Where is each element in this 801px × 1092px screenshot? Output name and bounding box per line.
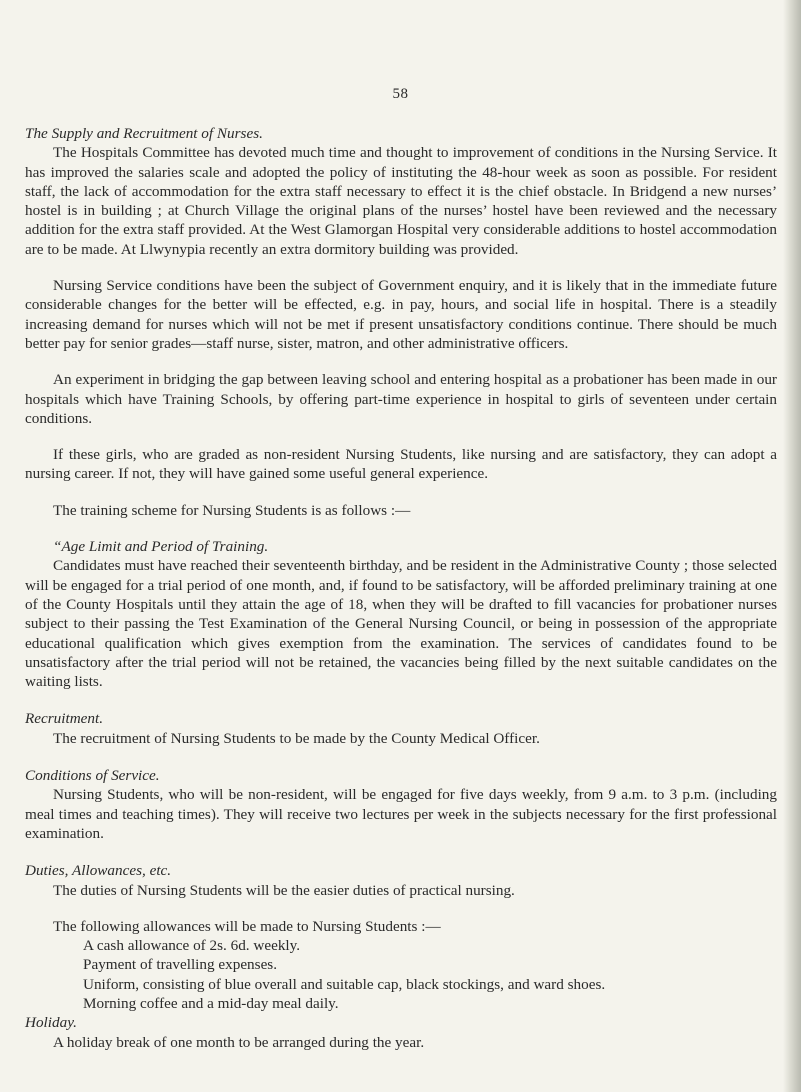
document-body [25,124,777,1052]
section-heading-recruitment: Recruitment. [25,710,104,728]
allowance-item: A cash allowance of 2s. 6d. weekly. [83,937,301,955]
section-heading-holiday: Holiday. [25,1014,77,1032]
paragraph-1: The Hospitals Committee has devoted much time and thought to improvement of conditions in the Nursing Service. It has improved the salaries scale and adopted the policy of instituting the 48-hour week as soon as possible. For resident staff, the lack of accommodation for the extra staff necessary to effect it is the chief obstacle. In Bridgend a new nurses’ hostel is in building ; at Church Village the original plans of the nurses’ hostel have been reviewed and the necessary addition for the extra staff provided. At the West Glamorgan Hospital very considerable additions to hostel accommodation are to be made. At Llwynypia recently an extra dormitory building was provided. [25,144,777,258]
allowance-item: Morning coffee and a mid-day meal daily. [83,994,339,1012]
allowances-list [83,936,777,1013]
allowances-intro: The following allowances will be made to Nursing Students :— [53,917,441,935]
page-number: 58 [392,86,409,102]
paragraph-3: An experiment in bridging the gap between leaving school and entering hospital as a probationer has been made in our hospitals which have Training Schools, by offering part-time experience in hospital to girls of seventeen under certain conditions. [25,371,777,427]
allowance-item: Uniform, consisting of blue overall and suitable cap, black stockings, and ward shoes. [83,975,606,993]
section-text-recruitment: The recruitment of Nursing Students to be made by the County Medical Officer. [53,729,540,747]
section-heading-supply: The Supply and Recruitment of Nurses. [25,125,263,142]
section-text-age: Candidates must have reached their seventeenth birthday, and be resident in the Administrative County ; those selected will be engaged for a trial period of one month, and, if found to be satisfactory, will be afforded preliminary training at one of the County Hospitals until they attain the age of 18, when they will be drafted to fill vacancies for probationer nurses subject to their passing the Test Examination of the General Nursing Council, or being in possession of the appropriate educational qualification which gives exemption from the examination. The services of candidates found to be unsatisfactory after the trial period will not be retained, the vacancies being filled by the next suitable candidates on the waiting lists. [25,557,777,691]
paragraph-5: The training scheme for Nursing Students is as follows :— [53,501,411,519]
section-heading-conditions: Conditions of Service. [25,767,160,785]
section-text-duties: The duties of Nursing Students will be the easier duties of practical nursing. [53,881,515,899]
section-heading-duties: Duties, Allowances, etc. [25,862,172,880]
paragraph-4: If these girls, who are graded as non-resident Nursing Students, like nursing and are satisfactory, they can adopt a nursing career. If not, they will have gained some useful general experience. [25,446,777,483]
section-heading-age: “Age Limit and Period of Training. [53,538,269,556]
allowance-item: Payment of travelling expenses. [83,956,278,974]
section-text-holiday: A holiday break of one month to be arranged during the year. [53,1033,425,1051]
page-edge-shadow [783,0,801,1092]
paragraph-2: Nursing Service conditions have been the subject of Government enquiry, and it is likely that in the immediate future considerable changes for the better will be effected, e.g. in pay, hours, and social life in hospital. There is a steadily increasing demand for nurses which will not be met if present unsatisfactory conditions continue. There should be much better pay for senior grades—staff nurse, sister, matron, and other administrative officers. [25,277,777,352]
section-text-conditions: Nursing Students, who will be non-resident, will be engaged for five days weekly, from 9 a.m. to 3 p.m. (including meal times and teaching times). They will receive two lectures per week in the subjects necessary for the first professional examination. [25,786,777,842]
